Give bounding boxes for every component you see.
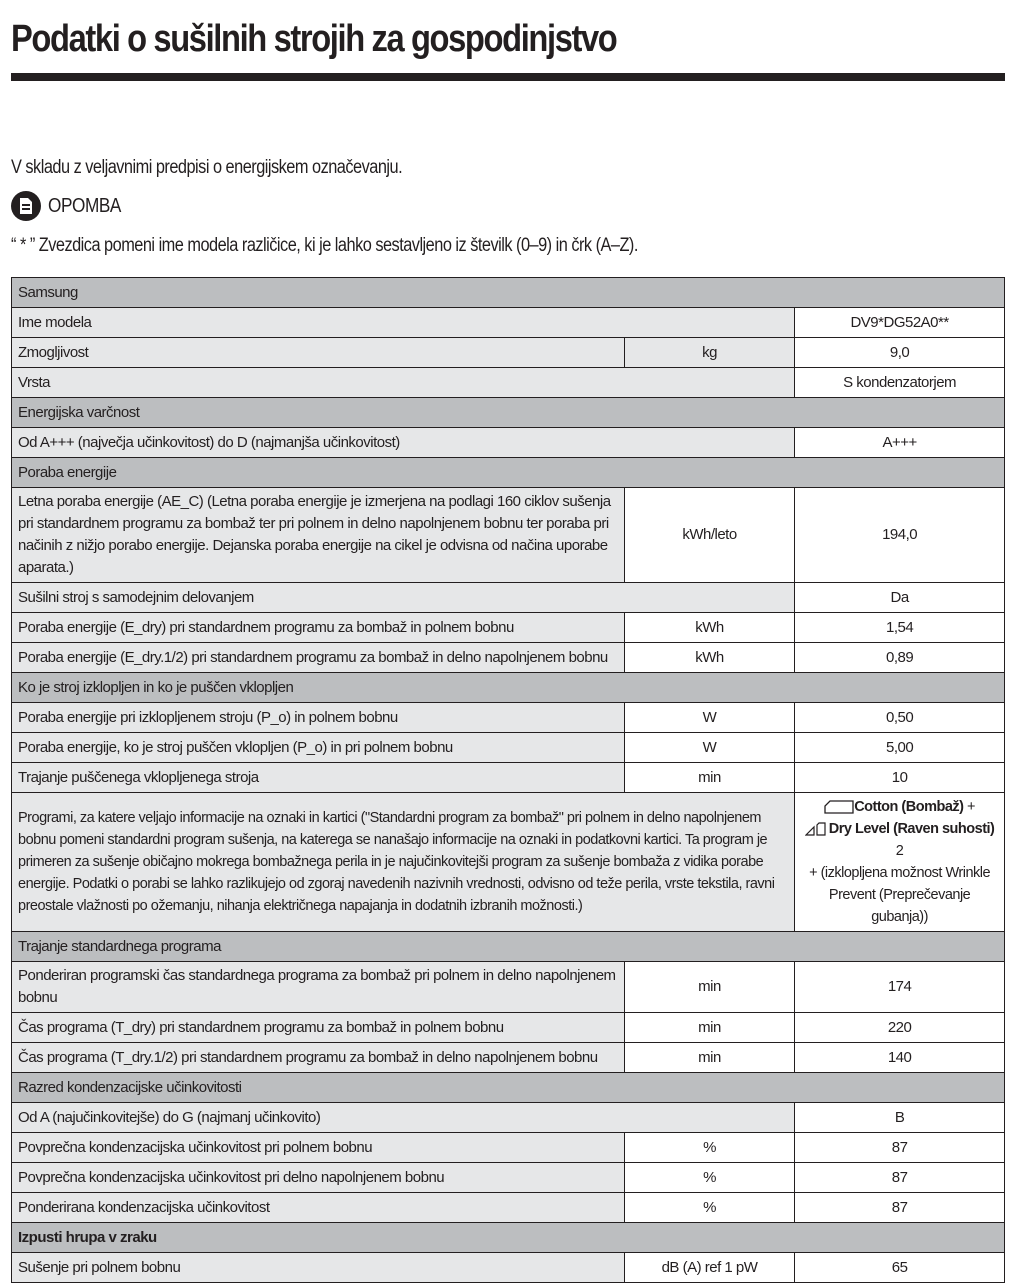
table-row: [12, 733, 1005, 763]
note-text: “ * ” Zvezdica pomeni ime modela različice, ki je lahko sestavljeno iz številk (0–9) in črk (A–Z).: [11, 235, 638, 256]
row-label: Programi, za katere veljajo informacije na oznaki in kartici ("Standardni program za bombaž" pri polnem in delno napolnjenem bobnu pomeni standardni program sušenja, na katerega se nanašajo informacije na oznaki in podatkovni kartici. Ta program je primeren za sušenje običajno mokrega bombažnega perila in je najučinkovitejši program za sušenje bombaža z vidika porabe energije. Podatki o porabi se lahko razlikujejo od zgoraj navedenih nazivnih vrednosti, odvisno od teže perila, vrste tekstila, ravni preostale vlažnosti po ožemanju, nihanja električnega napajanja in dodatnih izbranih možnosti.): [12, 793, 795, 932]
row-label: Čas programa (T_dry) pri standardnem programu za bombaž in polnem bobnu: [12, 1013, 625, 1043]
table-section-row: [12, 1223, 1005, 1253]
dry-level-icon: [805, 822, 829, 836]
table-section-row: [12, 458, 1005, 488]
row-unit: min: [624, 962, 794, 1013]
row-unit: dB (A) ref 1 pW: [624, 1253, 794, 1283]
section-header: Izpusti hrupa v zraku: [12, 1223, 1005, 1253]
row-value: 5,00: [795, 733, 1005, 763]
table-row: [12, 763, 1005, 793]
row-value: 87: [795, 1193, 1005, 1223]
row-label: Povprečna kondenzacijska učinkovitost pri polnem bobnu: [12, 1133, 625, 1163]
dryer-spec-table: [11, 277, 1005, 1283]
note-document-icon: [11, 191, 41, 221]
row-unit: kWh/leto: [624, 488, 794, 583]
table-row: [12, 613, 1005, 643]
table-row: [12, 368, 1005, 398]
table-row: [12, 1103, 1005, 1133]
row-unit: %: [624, 1163, 794, 1193]
page-title: Podatki o sušilnih strojih za gospodinjstvo: [11, 18, 617, 60]
row-label: Ponderirana kondenzacijska učinkovitost: [12, 1193, 625, 1223]
table-row-programs: [12, 793, 1005, 932]
row-label: Od A (najučinkovitejše) do G (najmanj učinkovito): [12, 1103, 795, 1133]
programs-value: Cotton (Bombaž) + Dry Level (Raven suhosti) 2 + (izklopljena možnost Wrinkle Prevent (Preprečevanje gubanja)): [795, 793, 1005, 932]
row-unit: kWh: [624, 643, 794, 673]
row-label: Povprečna kondenzacijska učinkovitost pri delno napolnjenem bobnu: [12, 1163, 625, 1193]
note-heading: [11, 191, 133, 221]
table-section-row: [12, 398, 1005, 428]
row-label: Vrsta: [12, 368, 795, 398]
title-rule: [11, 73, 1005, 81]
section-brand: Samsung: [12, 278, 1005, 308]
row-value: 1,54: [795, 613, 1005, 643]
note-label: OPOMBA: [48, 194, 121, 217]
row-label: Letna poraba energije (AE_C) (Letna poraba energije je izmerjena na podlagi 160 ciklov sušenja pri standardnem programu za bombaž ter pri polnem in delno napolnjenem bobnu ter poraba pri načinih z nižjo porabo energije. Dejanska poraba energije na cikel je odvisna od načina uporabe aparata.): [12, 488, 625, 583]
row-label: Poraba energije (E_dry.1/2) pri standardnem programu za bombaž in delno napolnjenem bobnu: [12, 643, 625, 673]
row-unit: min: [624, 763, 794, 793]
section-header: Razred kondenzacijske učinkovitosti: [12, 1073, 1005, 1103]
row-label: Poraba energije pri izklopljenem stroju (P_o) in polnem bobnu: [12, 703, 625, 733]
row-value: S kondenzatorjem: [795, 368, 1005, 398]
row-label: Sušilni stroj s samodejnim delovanjem: [12, 583, 795, 613]
table-row-brand: [12, 278, 1005, 308]
table-row: [12, 308, 1005, 338]
row-value: 9,0: [795, 338, 1005, 368]
row-unit: W: [624, 733, 794, 763]
row-value: 0,89: [795, 643, 1005, 673]
intro-text: V skladu z veljavnimi predpisi o energijskem označevanju.: [11, 157, 403, 178]
table-row: [12, 428, 1005, 458]
row-unit: kg: [624, 338, 794, 368]
cotton-label: Cotton (Bombaž): [854, 799, 964, 815]
table-row: [12, 583, 1005, 613]
table-row: [12, 488, 1005, 583]
table-section-row: [12, 1073, 1005, 1103]
row-label: Zmogljivost: [12, 338, 625, 368]
row-label: Ime modela: [12, 308, 795, 338]
row-value: 194,0: [795, 488, 1005, 583]
row-label: Ponderiran programski čas standardnega programa za bombaž pri polnem in delno napolnjenem bobnu: [12, 962, 625, 1013]
table-row: [12, 643, 1005, 673]
table-row: [12, 1163, 1005, 1193]
row-value: 10: [795, 763, 1005, 793]
row-unit: %: [624, 1133, 794, 1163]
table-row: [12, 1013, 1005, 1043]
cotton-program-icon: [824, 800, 854, 814]
row-label: Od A+++ (največja učinkovitost) do D (najmanjša učinkovitost): [12, 428, 795, 458]
row-value: B: [795, 1103, 1005, 1133]
table-row: [12, 338, 1005, 368]
table-row: [12, 1253, 1005, 1283]
table-row: [12, 703, 1005, 733]
row-unit: min: [624, 1043, 794, 1073]
row-label: Sušenje pri polnem bobnu: [12, 1253, 625, 1283]
table-section-row: [12, 932, 1005, 962]
table-row: [12, 1043, 1005, 1073]
row-value: DV9*DG52A0**: [795, 308, 1005, 338]
row-unit: %: [624, 1193, 794, 1223]
table-section-row: [12, 673, 1005, 703]
row-value: 87: [795, 1133, 1005, 1163]
table-row: [12, 1133, 1005, 1163]
table-row: [12, 962, 1005, 1013]
row-value: Da: [795, 583, 1005, 613]
row-value: 220: [795, 1013, 1005, 1043]
section-header: Ko je stroj izklopljen in ko je puščen vklopljen: [12, 673, 1005, 703]
row-unit: min: [624, 1013, 794, 1043]
row-unit: W: [624, 703, 794, 733]
table-row: [12, 1193, 1005, 1223]
row-unit: kWh: [624, 613, 794, 643]
section-header: Energijska varčnost: [12, 398, 1005, 428]
row-value: 87: [795, 1163, 1005, 1193]
row-value: A+++: [795, 428, 1005, 458]
row-label: Poraba energije (E_dry) pri standardnem programu za bombaž in polnem bobnu: [12, 613, 625, 643]
row-value: 65: [795, 1253, 1005, 1283]
dry-level-label: Dry Level (Raven suhosti): [828, 821, 995, 837]
section-header: Trajanje standardnega programa: [12, 932, 1005, 962]
row-label: Čas programa (T_dry.1/2) pri standardnem programu za bombaž in delno napolnjenem bobnu: [12, 1043, 625, 1073]
section-header: Poraba energije: [12, 458, 1005, 488]
row-value: 174: [795, 962, 1005, 1013]
row-value: 0,50: [795, 703, 1005, 733]
programs-note: + (izklopljena možnost Wrinkle Prevent (Preprečevanje gubanja)): [809, 865, 991, 925]
row-value: 140: [795, 1043, 1005, 1073]
row-label: Poraba energije, ko je stroj puščen vklopljen (P_o) in pri polnem bobnu: [12, 733, 625, 763]
row-label: Trajanje puščenega vklopljenega stroja: [12, 763, 625, 793]
